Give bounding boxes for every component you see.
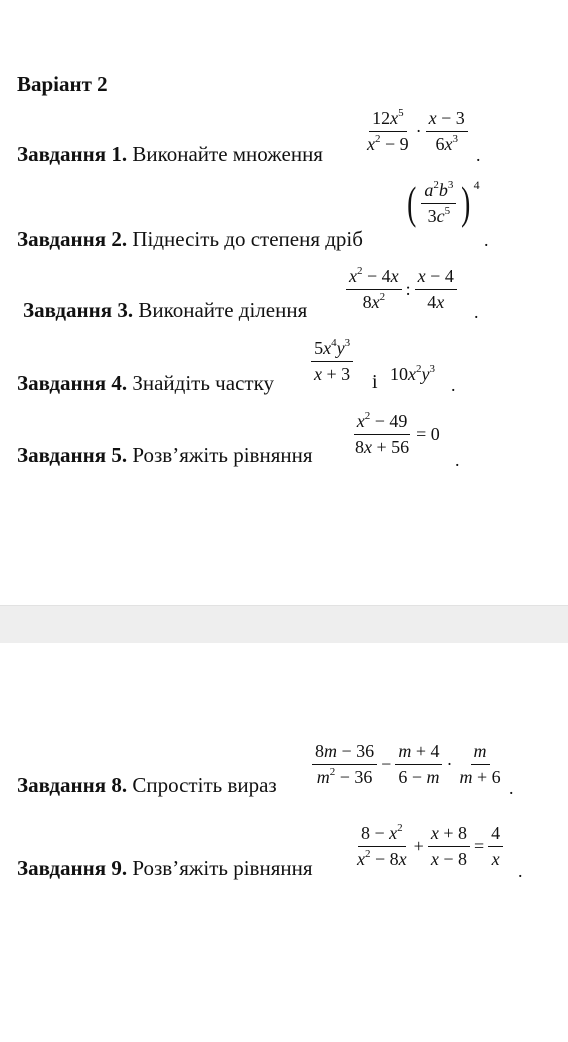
task-1-period: .: [476, 145, 481, 165]
task-9-expression: $\frac{8 - x^2}{x^2 - 8x}$ + $\frac{x + 8}{x - 8}$ = $\frac{4}{x}$: [352, 823, 505, 869]
task-8: [17, 773, 277, 798]
task-3-label: Завдання 3.: [23, 298, 134, 322]
task-4-expression: $\frac{5x^4y^3}{x + 3}$: [309, 338, 355, 384]
task-8-period: .: [509, 778, 514, 798]
task-5: [17, 443, 313, 468]
task-2-expression: ( $\frac{a^2b^3}{3c^5}$ ) 4: [407, 177, 480, 229]
task-4-text: Знайдіть частку: [132, 371, 274, 395]
task-2-label: Завдання 2.: [17, 227, 128, 251]
task-3-period: .: [474, 302, 479, 322]
task-9: [17, 856, 313, 881]
task-8-expression: $\frac{8m - 36}{m^2 - 36}$ − $\frac{m + 4}{6 - m}$ · $\frac{m}{m + 6}$: [310, 741, 506, 787]
task-1-expression: $\frac{12x^5}{x^2 - 9}$ · $\frac{x - 3}{6x^3}$: [362, 108, 470, 154]
task-1-label: Завдання 1.: [17, 142, 128, 166]
task-4: [17, 371, 274, 396]
task-9-period: .: [518, 861, 523, 881]
task-1-text: Виконайте множення: [132, 142, 323, 166]
task-9-text: Розв’яжіть рівняння: [132, 856, 313, 880]
task-5-period: .: [455, 450, 460, 470]
variant-heading: Варіант 2: [17, 72, 108, 96]
task-2-period: .: [484, 230, 489, 250]
task-4-conjunction: і: [372, 371, 378, 393]
task-5-label: Завдання 5.: [17, 443, 128, 467]
page-2: [0, 643, 568, 1042]
task-4-period: .: [451, 375, 456, 395]
task-5-expression: $\frac{x^2 - 49}{8x + 56}$ = 0: [355, 410, 440, 457]
task-3-expression: $\frac{x^2 - 4x}{8x^2}$ : $\frac{x - 4}{4x}$: [344, 266, 459, 312]
task-4-label: Завдання 4.: [17, 371, 128, 395]
task-3-text: Виконайте ділення: [138, 298, 308, 322]
task-3: [23, 298, 307, 323]
page-gap: [0, 605, 568, 644]
task-4-second-expression: $10x^2y^3$: [390, 363, 435, 384]
task-8-text: Спростіть вираз: [132, 773, 277, 797]
task-8-label: Завдання 8.: [17, 773, 128, 797]
task-2: [17, 227, 363, 252]
task-2-text: Піднесіть до степеня дріб: [132, 227, 363, 251]
task-5-text: Розв’яжіть рівняння: [132, 443, 313, 467]
task-9-label: Завдання 9.: [17, 856, 128, 880]
task-1: [17, 142, 323, 167]
